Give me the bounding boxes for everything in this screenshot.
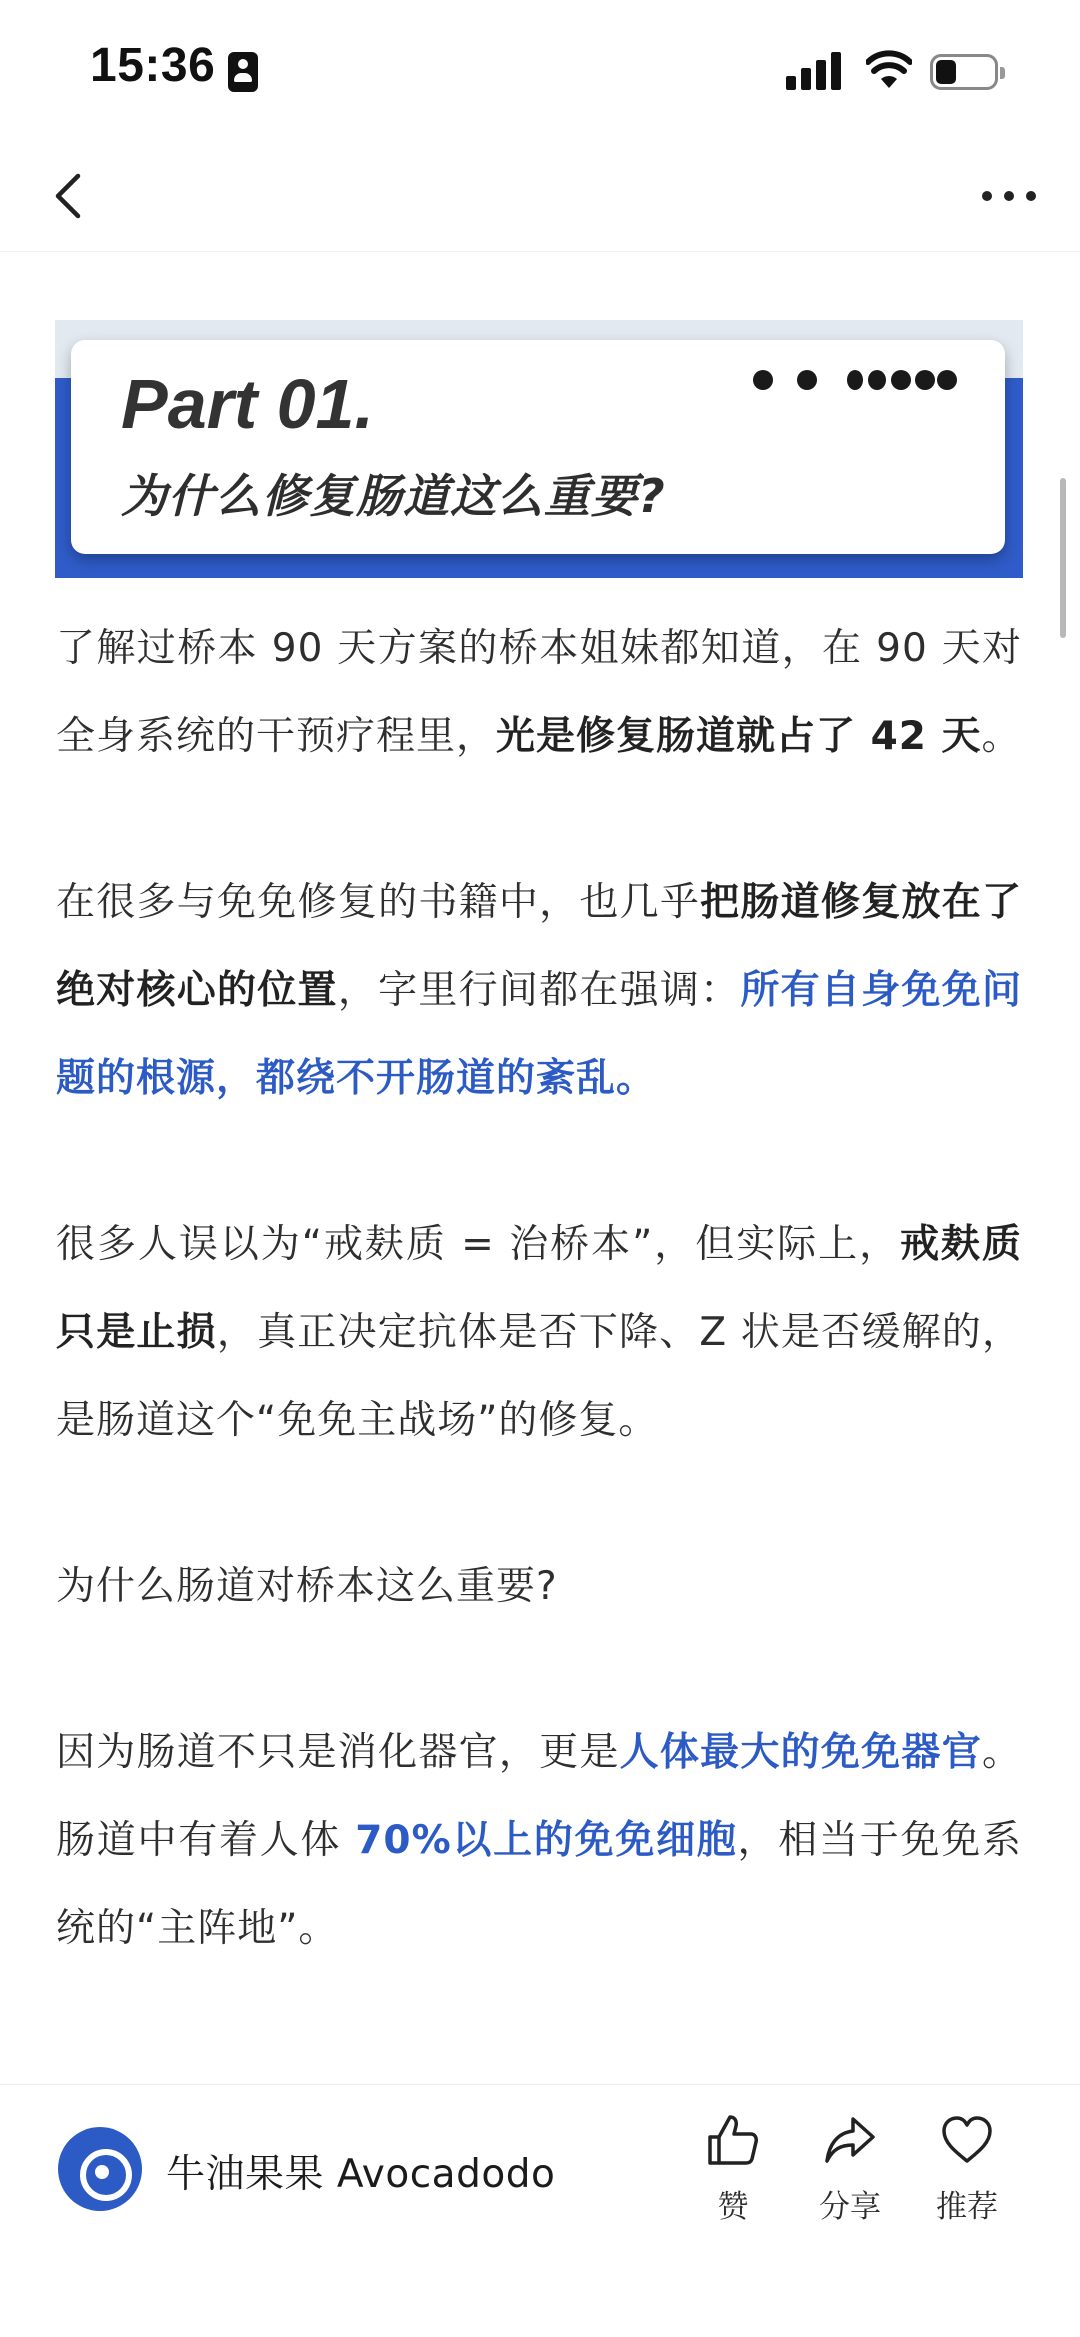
scrollbar[interactable] <box>1060 478 1066 638</box>
recommend-label: 推荐 <box>936 2189 998 2225</box>
paragraph-1 <box>56 605 1022 781</box>
nav-bar <box>0 140 1080 252</box>
p5-highlight-2: 70%以上的免免细胞 <box>355 1818 738 1863</box>
share-icon <box>821 2111 879 2169</box>
share-button[interactable] <box>805 2111 895 2226</box>
recommend-button[interactable] <box>922 2111 1012 2226</box>
status-time: 15:36 <box>90 39 216 92</box>
paragraph-4 <box>56 1543 1022 1631</box>
p2-bold: 把肠道修复放在了绝对核心的位置 <box>56 880 1022 1013</box>
p2-mid: ，字里行间都在强调： <box>337 968 741 1013</box>
thumbs-up-icon <box>704 2111 762 2169</box>
p1-bold: 光是修复肠道就占了 42 天 <box>496 714 982 759</box>
p5-mid: 。肠道中有着人体 <box>56 1730 1022 1863</box>
like-button[interactable] <box>688 2111 778 2226</box>
banner-card <box>71 340 1005 554</box>
p3-text: 很多人误以为“戒麸质 = 治桥本”，但实际上， <box>56 1222 901 1267</box>
like-label: 赞 <box>717 2189 749 2225</box>
author-name[interactable]: 牛油果果 Avocadodo <box>166 2152 556 2197</box>
p2-text: 在很多与免免修复的书籍中，也几乎 <box>56 880 701 925</box>
p3-end: ，真正决定抗体是否下降、Z 状是否缓解的，是肠道这个“免免主战场”的修复。 <box>56 1310 1022 1443</box>
part-title: Part 01. <box>121 365 374 443</box>
chevron-left-icon[interactable] <box>42 166 102 226</box>
p2-highlight: 所有自身免免问题的根源，都绕不开肠道的紊乱。 <box>56 968 1022 1101</box>
decorative-dots-icon <box>749 366 979 394</box>
paragraph-5 <box>56 1709 1022 1973</box>
cellular-signal-icon <box>786 52 842 90</box>
p1-end: 。 <box>981 714 1022 759</box>
wifi-icon <box>866 50 912 90</box>
id-card-icon <box>228 52 258 92</box>
more-dots-icon[interactable] <box>974 166 1044 226</box>
share-label: 分享 <box>819 2189 881 2225</box>
part-subtitle: 为什么修复肠道这么重要? <box>121 469 666 523</box>
status-bar <box>0 0 1080 140</box>
section-banner <box>55 320 1023 578</box>
paragraph-2 <box>56 859 1022 1123</box>
p1-text: 了解过桥本 90 天方案的桥本姐妹都知道，在 90 天对全身系统的干预疗程里， <box>56 626 1022 759</box>
author-avatar[interactable] <box>58 2127 142 2211</box>
article-body <box>56 605 1022 1973</box>
bottom-action-bar <box>0 2084 1080 2337</box>
heart-icon <box>938 2111 996 2169</box>
battery-icon <box>930 54 998 90</box>
paragraph-3 <box>56 1201 1022 1465</box>
p5-end: ，相当于免免系统的“主阵地”。 <box>56 1818 1022 1951</box>
p3-bold: 戒麸质只是止损 <box>56 1222 1022 1355</box>
p5-text: 因为肠道不只是消化器官，更是 <box>56 1730 620 1775</box>
p4-text: 为什么肠道对桥本这么重要? <box>56 1564 558 1609</box>
p5-highlight-1: 人体最大的免免器官 <box>619 1730 982 1775</box>
